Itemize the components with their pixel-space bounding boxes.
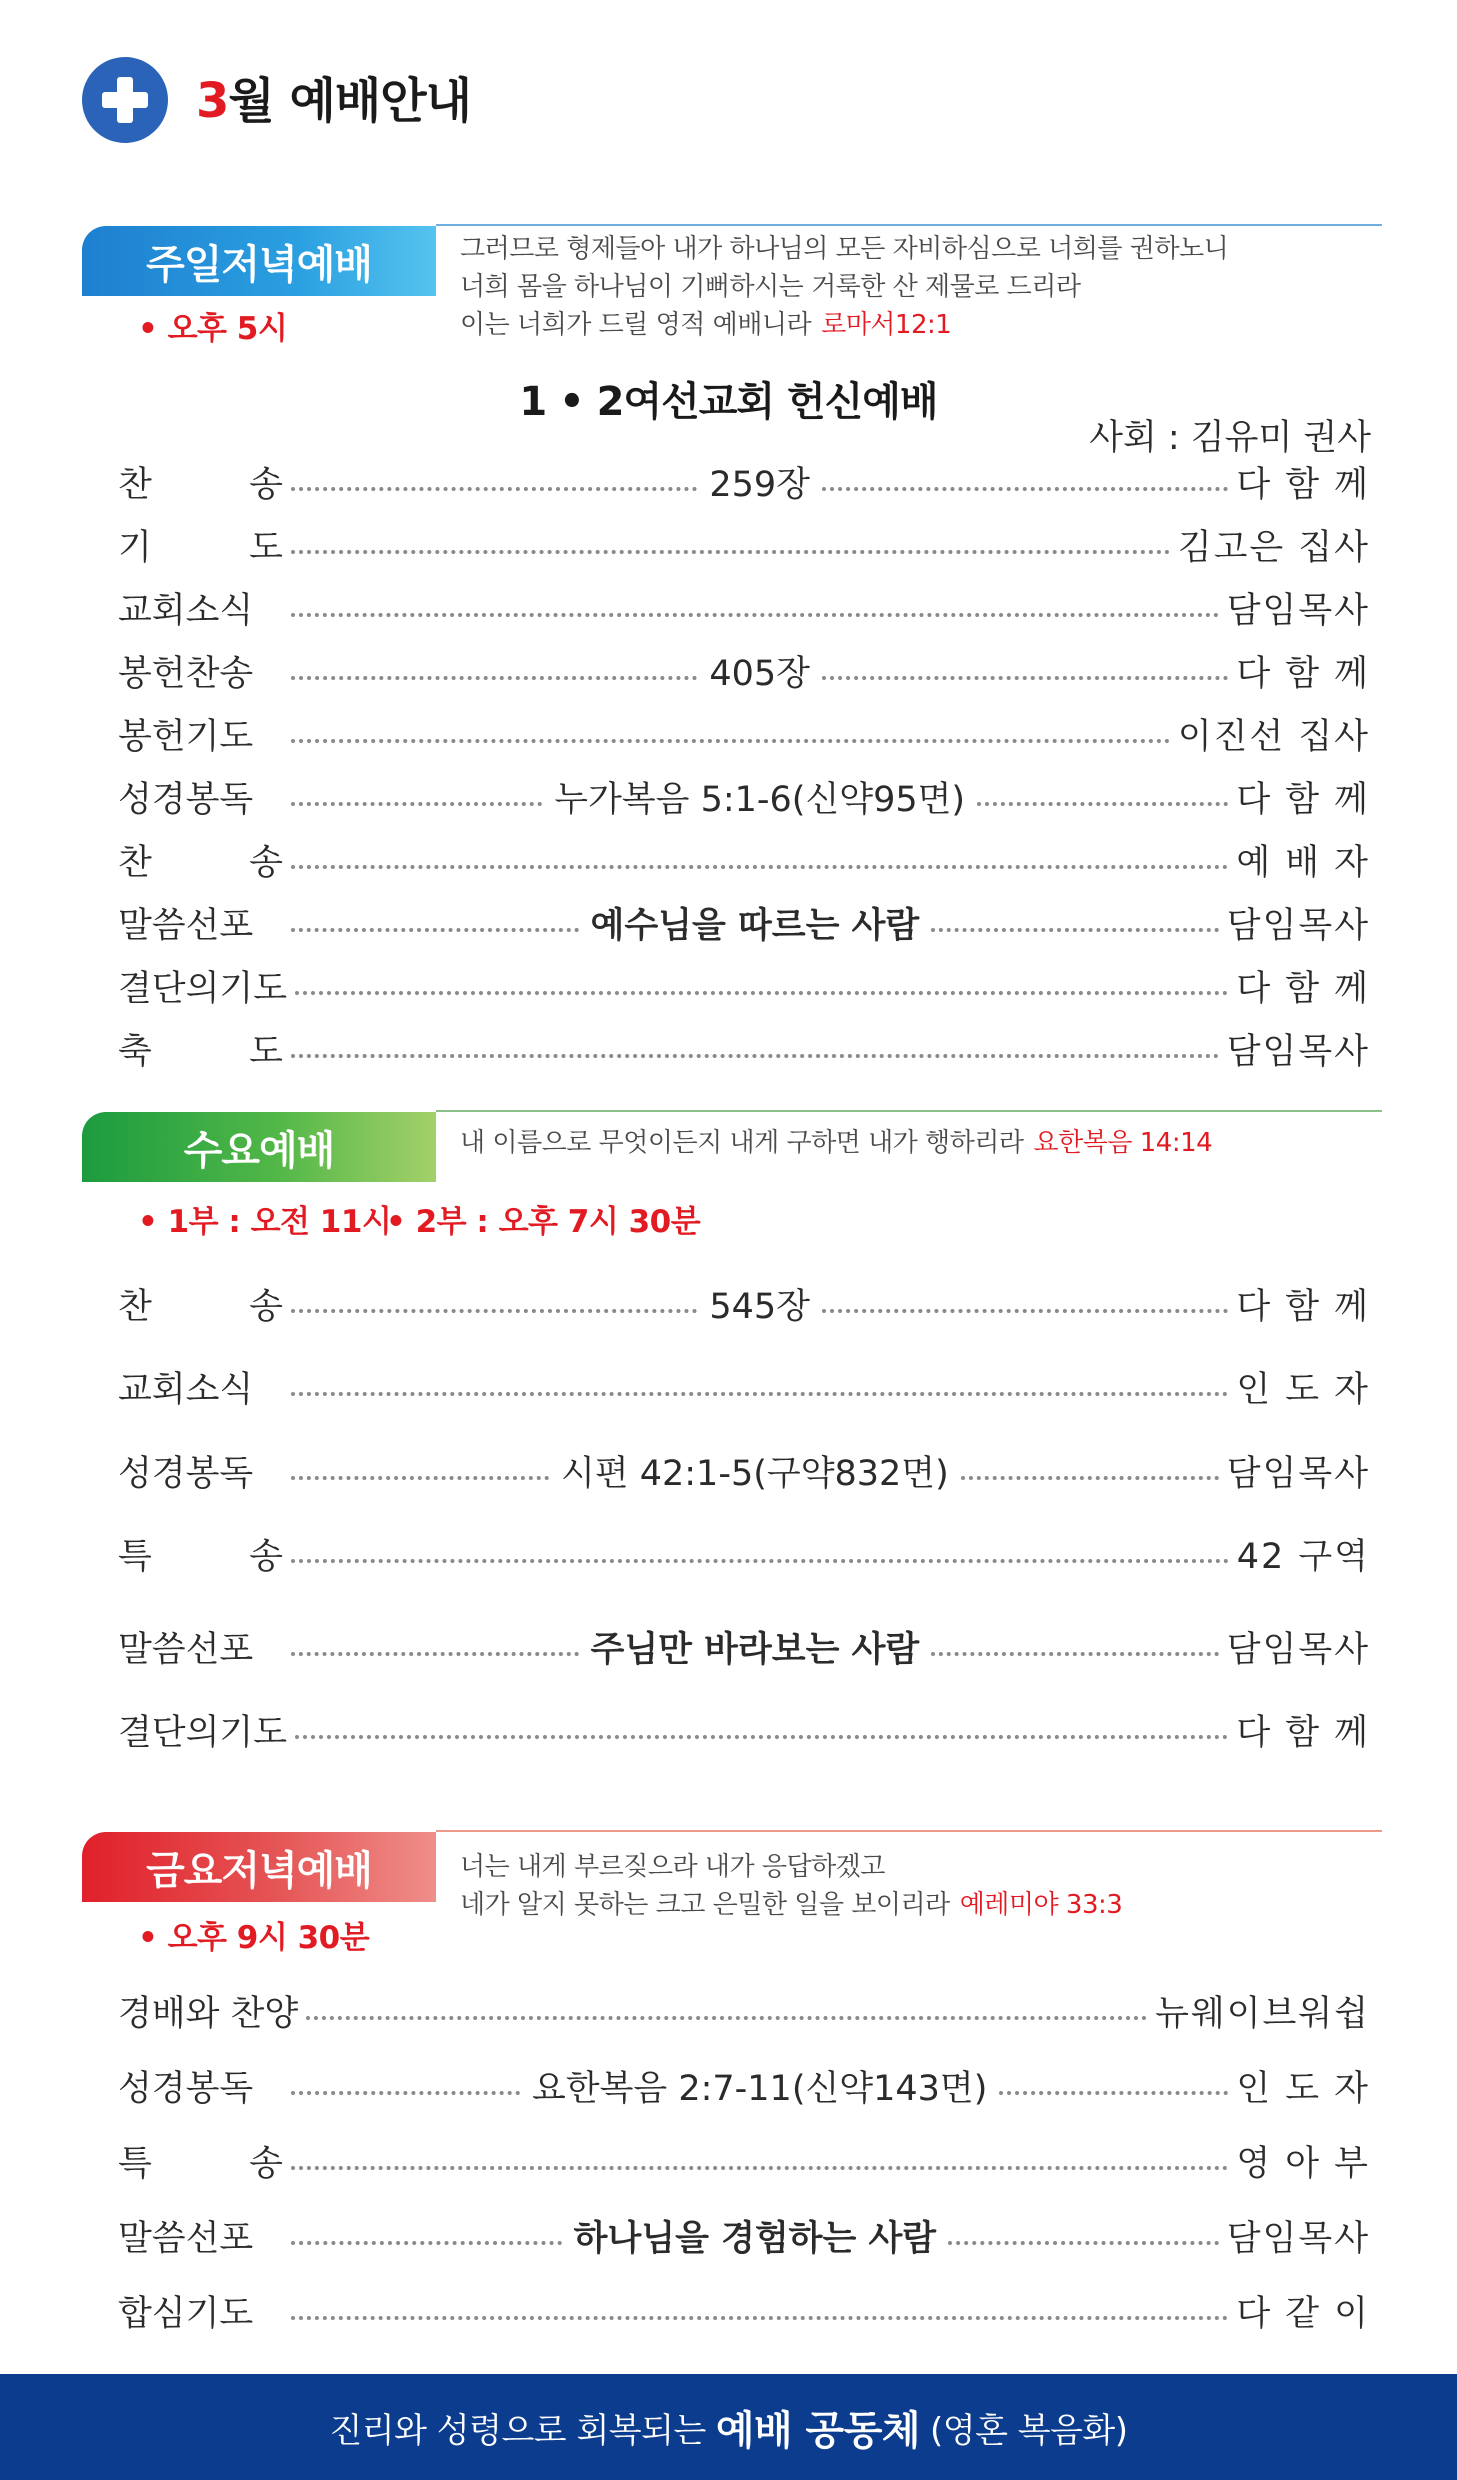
leader-dots: [291, 1652, 579, 1656]
leader-dots: [961, 1476, 1219, 1480]
order-label: 말씀선포: [118, 1630, 254, 1670]
order-person: 이진선 집사: [1177, 717, 1370, 757]
order-row: [118, 1025, 1370, 1073]
verse-text: 네가 알지 못하는 크고 은밀한 일을 보이리라: [460, 1890, 950, 1920]
order-label: 봉헌찬송: [118, 654, 254, 694]
wednesday-time-1: • 1부 : 오전 11시: [138, 1204, 392, 1240]
order-person: 김고은 집사: [1177, 528, 1370, 568]
month-number: 3: [196, 73, 229, 129]
verse-line: 너는 내게 부르짖으라 내가 응답하겠고: [460, 1852, 885, 1882]
order-label: 합심기도: [118, 2294, 254, 2334]
order-label: 말씀선포: [118, 2219, 254, 2259]
order-detail: 시편 42:1-5(구약832면): [560, 1454, 949, 1494]
order-row: [118, 773, 1370, 821]
order-person: 다 함 께: [1236, 465, 1370, 505]
footer-pre: 진리와 성령으로 회복되는: [329, 2410, 706, 2451]
leader-dots: [291, 802, 542, 806]
order-row: [118, 1363, 1370, 1411]
leader-dots: [822, 676, 1228, 680]
leader-dots: [291, 2241, 562, 2245]
leader-dots: [291, 1476, 549, 1480]
order-person: 다 같 이: [1236, 2294, 1370, 2334]
order-label: 특 송: [118, 2144, 283, 2184]
order-person: 다 함 께: [1236, 654, 1370, 694]
friday-time: • 오후 9시 30분: [138, 1920, 370, 1956]
sunday-banner: 주일저녁예배: [82, 226, 436, 296]
title-text: 월 예배안내: [228, 73, 471, 129]
verse-text: 이는 너희가 드릴 영적 예배니라: [460, 310, 812, 340]
order-detail: 하나님을 경험하는 사람: [573, 2219, 937, 2259]
leader-dots: [977, 802, 1228, 806]
order-row: [118, 1530, 1370, 1578]
order-person: 담임목사: [1226, 1032, 1370, 1072]
leader-dots: [291, 2091, 520, 2095]
order-label: 찬 송: [118, 843, 283, 883]
leader-dots: [291, 2166, 1228, 2170]
friday-rule: [436, 1830, 1382, 1832]
order-detail: 주님만 바라보는 사람: [590, 1630, 920, 1670]
order-label: 성경봉독: [118, 1454, 254, 1494]
wednesday-verse: [460, 1124, 1212, 1162]
order-label: 성경봉독: [118, 780, 254, 820]
wednesday-rule: [436, 1110, 1382, 1112]
order-row: [118, 2287, 1370, 2335]
verse-text: 내 이름으로 무엇이든지 내게 구하면 내가 행하리라: [460, 1128, 1024, 1158]
order-detail: 누가복음 5:1-6(신약95면): [554, 780, 966, 820]
order-person: 다 함 께: [1236, 1713, 1370, 1753]
leader-dots: [291, 613, 1219, 617]
order-row: [118, 899, 1370, 947]
order-label: 교회소식: [118, 591, 254, 631]
order-detail: 요한복음 2:7-11(신약143면): [531, 2069, 988, 2109]
order-label: 기 도: [118, 528, 283, 568]
order-person: 담임목사: [1226, 1454, 1371, 1494]
order-detail: 예수님을 따르는 사람: [590, 906, 920, 946]
order-person: 담임목사: [1226, 2219, 1371, 2259]
leader-dots: [931, 928, 1219, 932]
order-row: [118, 647, 1370, 695]
plus-cross-icon: [82, 57, 168, 143]
leader-dots: [822, 1309, 1228, 1313]
wednesday-banner: 수요예배: [82, 1112, 436, 1182]
verse-line: [460, 1886, 1122, 1924]
leader-dots: [291, 1392, 1228, 1396]
order-row: [118, 1987, 1370, 2035]
order-person: 담임목사: [1226, 591, 1370, 631]
order-label: 성경봉독: [118, 2069, 254, 2109]
leader-dots: [931, 1652, 1219, 1656]
order-label: 축 도: [118, 1032, 283, 1072]
friday-banner: 금요저녁예배: [82, 1832, 436, 1902]
leader-dots: [291, 1559, 1229, 1563]
order-detail: 545장: [709, 1287, 810, 1327]
order-label: 경배와 찬양: [118, 1994, 299, 2034]
order-row: [118, 962, 1370, 1010]
leader-dots: [295, 1735, 1228, 1739]
order-person: 담임목사: [1226, 1630, 1371, 1670]
page-title: [196, 62, 471, 131]
verse-reference: 로마서12:1: [821, 310, 952, 340]
order-person: 예 배 자: [1236, 843, 1370, 883]
order-row: [118, 2062, 1370, 2110]
leader-dots: [999, 2091, 1228, 2095]
order-row: [118, 2137, 1370, 2185]
leader-dots: [291, 1054, 1219, 1058]
order-person: 다 함 께: [1236, 1287, 1370, 1327]
order-person: 담임목사: [1226, 906, 1371, 946]
order-person: 뉴웨이브워쉽: [1155, 1994, 1370, 2034]
order-detail: 259장: [709, 465, 810, 505]
leader-dots: [306, 2016, 1147, 2020]
order-label: 봉헌기도: [118, 717, 254, 757]
leader-dots: [291, 550, 1170, 554]
order-label: 교회소식: [118, 1370, 254, 1410]
order-label: 찬 송: [118, 465, 283, 505]
order-person: 영 아 부: [1236, 2144, 1370, 2184]
order-row: [118, 458, 1370, 506]
service-title: 1 • 2여선교회 헌신예배: [519, 379, 938, 425]
order-person: 42 구역: [1236, 1537, 1370, 1577]
order-label: 특 송: [118, 1537, 283, 1577]
order-person: 다 함 께: [1236, 969, 1370, 1009]
leader-dots: [291, 928, 579, 932]
order-person: 인 도 자: [1236, 2069, 1370, 2109]
leader-dots: [295, 991, 1228, 995]
verse-line: 너희 몸을 하나님이 기뻐하시는 거룩한 산 제물로 드리라: [460, 272, 1081, 302]
order-row: [118, 836, 1370, 884]
leader-dots: [822, 487, 1228, 491]
verse-reference: 요한복음 14:14: [1033, 1128, 1213, 1158]
sunday-rule: [436, 224, 1382, 226]
order-person: 인 도 자: [1236, 1370, 1370, 1410]
order-detail: 405장: [709, 654, 810, 694]
leader-dots: [291, 487, 697, 491]
order-row: [118, 1706, 1370, 1754]
sunday-verse: [460, 230, 1228, 344]
order-row: [118, 521, 1370, 569]
order-row: [118, 584, 1370, 632]
order-row: [118, 1280, 1370, 1328]
verse-line: 그러므로 형제들아 내가 하나님의 모든 자비하심으로 너희를 권하노니: [460, 234, 1229, 264]
leader-dots: [291, 1309, 697, 1313]
leader-dots: [291, 2316, 1228, 2320]
order-row: [118, 710, 1370, 758]
service-host: 사회 : 김유미 권사: [1089, 418, 1371, 458]
order-label: 찬 송: [118, 1287, 283, 1327]
footer-banner: [0, 2374, 1457, 2480]
order-row: [118, 1623, 1370, 1671]
footer-emphasis: 예배 공동체: [715, 2407, 920, 2454]
verse-line: [460, 306, 1228, 344]
leader-dots: [291, 739, 1170, 743]
verse-reference: 예레미야 33:3: [959, 1890, 1123, 1920]
order-row: [118, 2212, 1370, 2260]
leader-dots: [291, 676, 697, 680]
order-person: 다 함 께: [1236, 780, 1370, 820]
wednesday-time-2: • 2부 : 오후 7시 30분: [386, 1204, 701, 1240]
friday-verse: [460, 1848, 1122, 1924]
order-label: 결단의기도: [118, 1713, 288, 1753]
order-row: [118, 1447, 1370, 1495]
leader-dots: [948, 2241, 1219, 2245]
footer-post: (영혼 복음화): [929, 2410, 1128, 2451]
order-label: 말씀선포: [118, 906, 254, 946]
sunday-time: • 오후 5시: [138, 311, 288, 347]
order-label: 결단의기도: [118, 969, 288, 1009]
leader-dots: [291, 865, 1228, 869]
